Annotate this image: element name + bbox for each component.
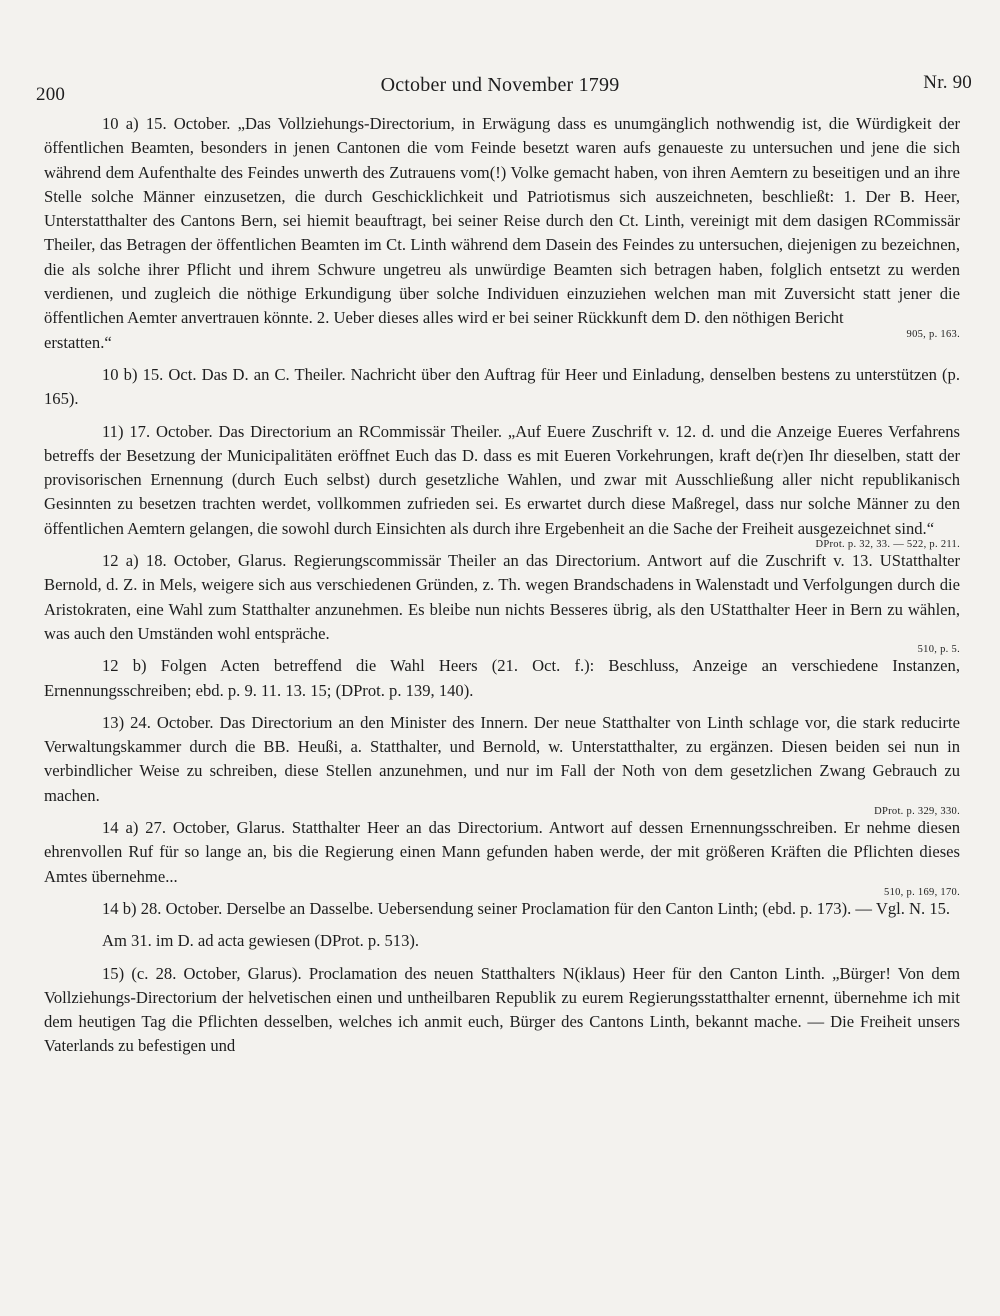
- document-body: [44, 112, 960, 1067]
- entry-text: 10 b) 15. Oct. Das D. an C. Theiler. Nachricht über den Auftrag für Heer und Einladung, denselben bestens zu unterstützen (p. 165).: [44, 364, 960, 409]
- entry-13: [44, 711, 960, 818]
- entry-10b: [44, 363, 960, 412]
- entry-text: 15) (c. 28. October, Glarus). Proclamation des neuen Statthalters N(iklaus) Heer für den Canton Linth. „Bürger! Von dem Vollziehungs-Directorium der helvetischen einen und untheilbaren Republik zu eurem Regierungsstatthalter ernennt, übernehme ich mit dem heutigen Tag die Pflichten desselben, welches ich anmit euch, Bürger des Cantons Linth, bekannt mache. — Die Freiheit unsers Vaterlands zu befestigen und: [44, 963, 960, 1056]
- entry-text: 11) 17. October. Das Directorium an RCommissär Theiler. „Auf Euere Zuschrift v. 12. d. und die Anzeige Eueres Verfahrens betreffs der Besetzung der Municipalitäten eröffnet Euch das D. dass es mit Eueren Vorkehrungen, kraft de(r)en Ihr dieselben, statt der provisorischen Ernennung (durch Euch selbst) durch gesetzliche Wahlen, und zwar mit Ausschließung aller nicht republikanisch Gesinnten zu besetzen trachten werdet, vollkommen zufrieden sei. Es erwartet durch diese Maßregel, dass nur solche Männer zu den öffentlichen Aemtern gelangen, die sowohl durch Einsichten als durch ihre Ergebenheit an die Sache der Freiheit ausgezeichnet sind.“: [44, 421, 960, 538]
- entry-text: Am 31. im D. ad acta gewiesen (DProt. p. 513).: [102, 931, 420, 951]
- entry-10a: [44, 112, 960, 355]
- source-reference: DProt. p. 32, 33. — 522, p. 211.: [815, 539, 960, 551]
- entry-text: 13) 24. October. Das Directorium an den Minister des Innern. Der neue Statthalter von Linth schlage vor, die stark reducirte Verwaltungskammer durch die BB. Heußi, a. Statthalter, und Bernold, w. Unterstatthalter, zu ergänzen. Diesen beiden sei nun in verbindlicher Weise zu schreiben, diese Stellen anzunehmen, und nur im Fall der Noth von dem gesetzlichen Zwang Gebrauch zu machen.: [44, 712, 960, 805]
- entry-12b: [44, 654, 960, 703]
- entry-15: [44, 962, 960, 1059]
- entry-text: 12 b) Folgen Acten betreffend die Wahl Heers (21. Oct. f.): Beschluss, Anzeige an verschiedene Instanzen, Ernennungsschreiben; ebd. p. 9. 11. 13. 15; (DProt. p. 139, 140).: [44, 656, 960, 700]
- entry-text: 14 a) 27. October, Glarus. Statthalter Heer an das Directorium. Antwort auf dessen Ernennungsschreiben. Er nehme diesen ehrenvollen Ruf für so lange an, bis die Regierung einen Mann gefunden haben werde, der mit größeren Kräften die Pflichten dieses Amtes übernehme...: [44, 818, 960, 886]
- entry-14a: [44, 816, 960, 899]
- entry-tail: erstatten.“: [44, 332, 112, 352]
- document-number: Nr. 90: [923, 72, 972, 93]
- entry-14b: [44, 897, 960, 921]
- source-reference: 510, p. 169, 170.: [884, 886, 960, 898]
- entry-text: 10 a) 15. October. „Das Vollziehungs-Directorium, in Erwägung dass es unumgänglich nothwendig ist, die Würdigkeit der öffentlichen Beamten, besonders in jenen Cantonen die vom Feinde besetzt waren aufs genaueste zu untersuchen und jene die sich während dem Aufenthalte des Feindes unwerth des Zutrauens vom(!) Volke gemacht haben, von ihren Aemtern zu beseitigen und an ihre Stelle solche Männer einzusetzen, die durch Geschicklichkeit und Patriotismus sich auszeichneten, beschließt: 1. Der B. Heer, Unterstatthalter des Cantons Bern, sei hiemit beauftragt, bei seiner Reise durch den Ct. Linth, vereinigt mit dem dasigen RCommissär Theiler, das Betragen der öffentlichen Beamten im Ct. Linth während dem Dasein des Feindes zu untersuchen, diejenigen zu bezeichnen, die als solche ihrer Pflicht und ihrem Schwure ungetreu als unwürdige Beamten sich betragen haben, folglich entsetzt zu werden verdienen, und zugleich die nöthige Erkundigung über solche Individuen einzuziehen welchen man mit Zuversicht statt jener die öffentlichen Aemter anvertrauen könnte. 2. Ueber dieses alles wird er bei seiner Rückkunft dem D. den nöthigen Bericht: [44, 114, 960, 328]
- source-reference: 510, p. 5.: [917, 644, 960, 656]
- entry-12a: [44, 549, 960, 656]
- entry-11: [44, 420, 960, 551]
- entry-text: 14 b) 28. October. Derselbe an Dasselbe. Uebersendung seiner Proclamation für den Canton Linth; (ebd. p. 173). — Vgl. N. 15.: [102, 898, 951, 918]
- entry-text: 12 a) 18. October, Glarus. Regierungscommissär Theiler an das Directorium. Antwort auf die Zuschrift v. 13. UStatthalter Bernold, d. Z. in Mels, weigere sich aus verschiedenen Gründen, z. Th. wegen Brandschadens in Walenstadt und Verfolgungen durch die Aristokraten, eine Wahl zum Statthalter anzunehmen. Es bleibe nun nichts Besseres übrig, als den UStatthalter Heer in Bern zu wählen, was auch den Umständen wohl entspräche.: [44, 551, 960, 643]
- source-reference: 905, p. 163.: [906, 328, 960, 340]
- running-title: October und November 1799: [380, 74, 620, 96]
- source-reference: DProt. p. 329, 330.: [874, 806, 960, 818]
- page-number: 200: [36, 84, 66, 105]
- entry-14b-note: [44, 929, 960, 953]
